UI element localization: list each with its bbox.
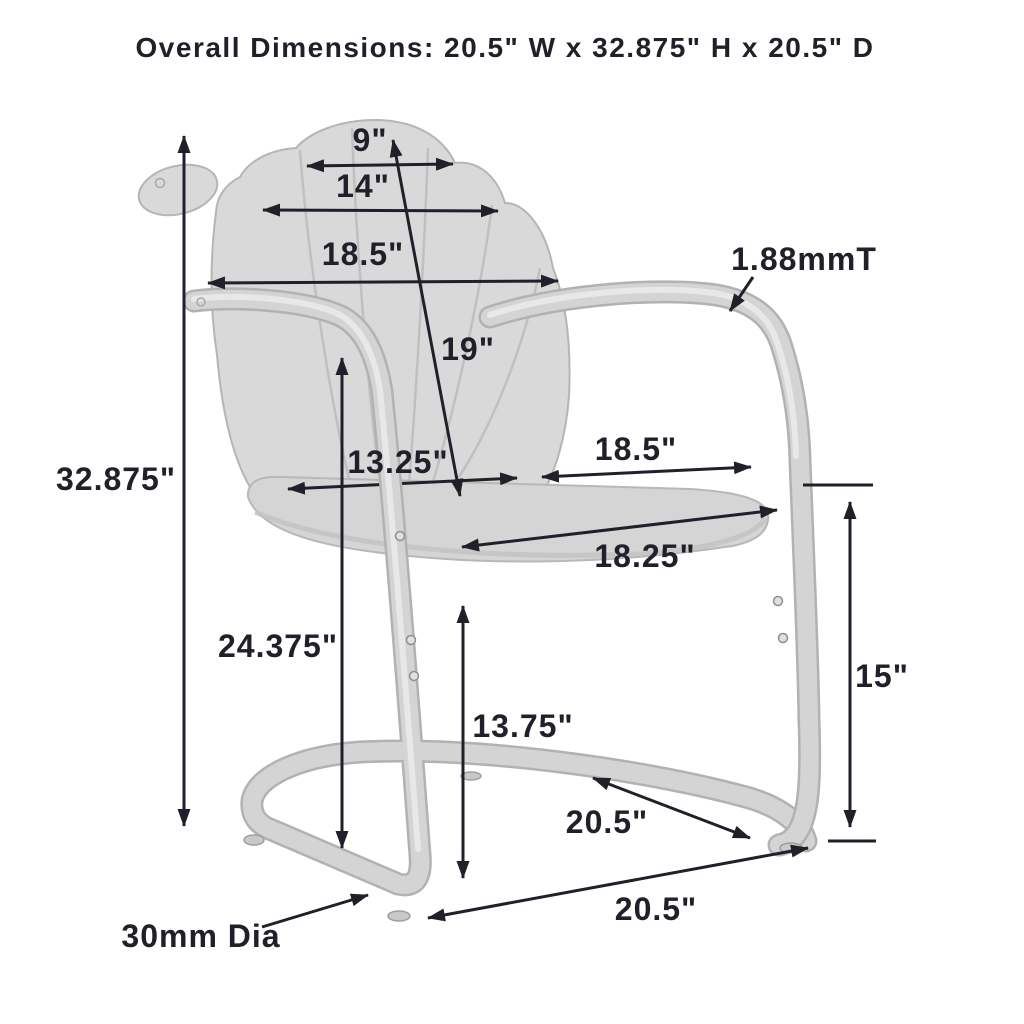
dim-label-frame-bar-height: 13.75" <box>472 708 574 744</box>
page-title: Overall Dimensions: 20.5" W x 32.875" H x 20.5" D <box>135 32 875 63</box>
dim-label-tube-wall-thickness: 1.88mmT <box>731 241 877 277</box>
screw <box>396 532 405 541</box>
dim-label-arm-height: 24.375" <box>217 628 339 664</box>
dim-label-seat-width: 18.25" <box>594 538 696 574</box>
screw <box>410 672 419 681</box>
dim-label-base-depth: 20.5" <box>565 804 649 840</box>
dim-label-seat-height: 15" <box>855 658 909 694</box>
dim-label-back-width: 18.5" <box>321 236 405 272</box>
dim-label-back-top-width: 9" <box>352 122 388 158</box>
screw <box>407 636 416 645</box>
dim-line-back-width <box>208 281 558 283</box>
dim-label-back-mid-width: 14" <box>336 168 390 204</box>
foot-pad <box>244 835 264 845</box>
screw <box>779 634 788 643</box>
dim-line-back-top-width <box>307 164 453 166</box>
dim-label-inner-seat-width: 13.25" <box>347 444 449 480</box>
backrest-ear <box>133 157 222 223</box>
dim-label-seat-front-width: 18.5" <box>594 431 678 467</box>
foot-pad <box>388 911 410 921</box>
dim-label-back-height: 19" <box>441 331 495 367</box>
dim-label-overall-depth: 20.5" <box>614 891 698 927</box>
dim-line-seat-front-width <box>542 467 751 477</box>
dim-label-overall-height: 32.875" <box>55 461 177 497</box>
dim-label-tube-diameter: 30mm Dia <box>121 918 281 954</box>
dim-line-back-mid-width <box>263 210 498 211</box>
screw <box>774 597 783 606</box>
